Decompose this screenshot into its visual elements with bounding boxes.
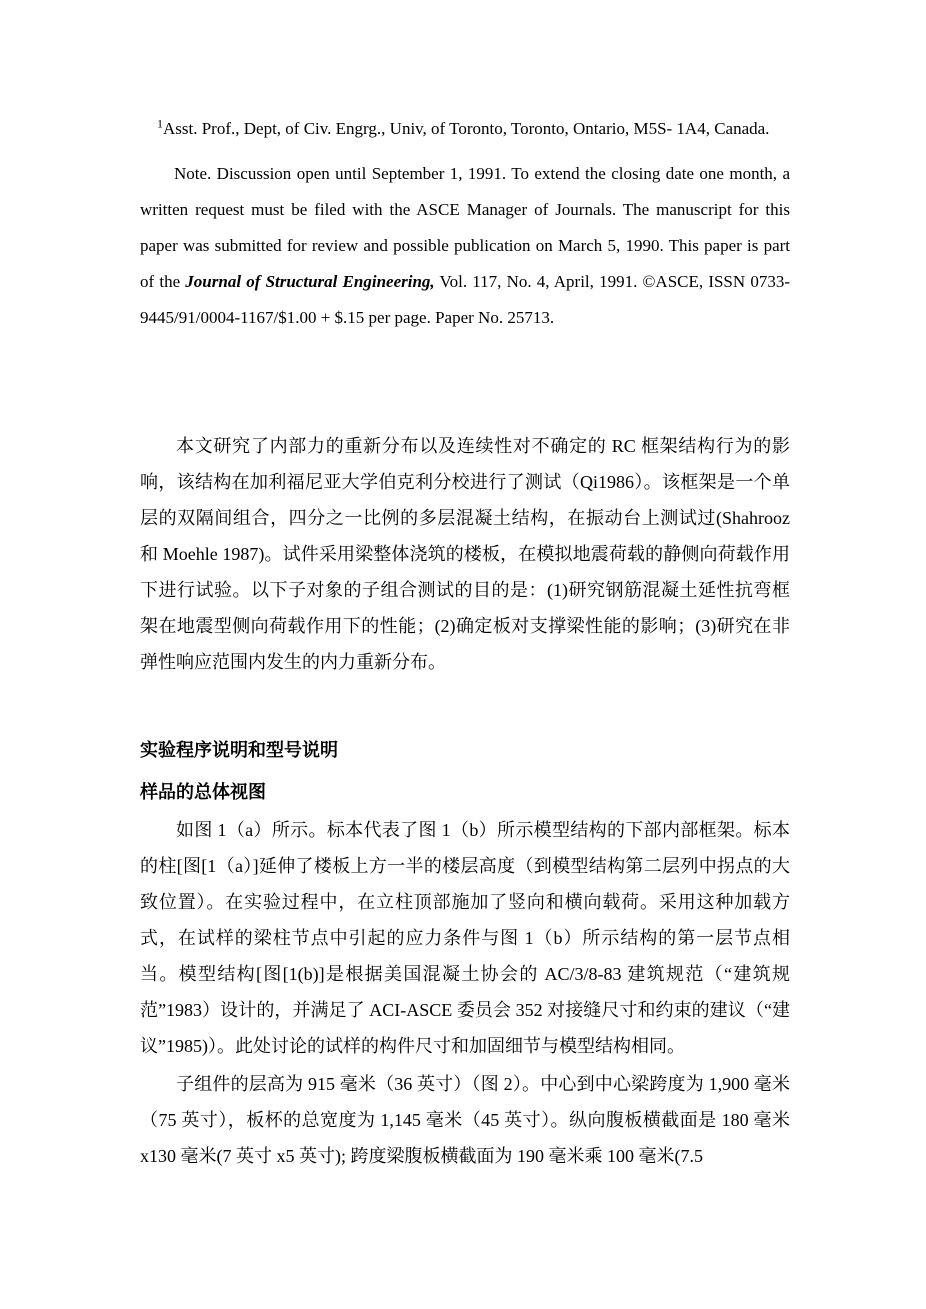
footnote-text: Asst. Prof., Dept, of Civ. Engrg., Univ, of Toronto, Toronto, Ontario, M5S- 1A4, Canada. bbox=[163, 119, 770, 138]
body-paragraph-2: 子组件的层高为 915 毫米（36 英寸）（图 2）。中心到中心梁跨度为 1,900 毫米（75 英寸），板杯的总宽度为 1,145 毫米（45 英寸）。纵向腹板横截面是 180 毫米 x130 毫米(7 英寸 x5 英寸); 跨度梁腹板横截面为 190 毫米乘 100 毫米(7.5 bbox=[140, 1074, 790, 1166]
note-text-after: Vol. 117, No. 4, April, 1991. ©ASCE, ISSN 0733-9445/91/0004-1167/$1.00 + $.15 per page. Paper No. 25713. bbox=[140, 272, 791, 327]
note-text-before: Note. Discussion open until September 1, 1991. To extend the closing date one month, a written request must be filed with the ASCE Manager of Journals. The manuscript for this paper was submitted for review and possible publication on March 5, 1990. This paper is part of the bbox=[140, 164, 790, 291]
body-paragraph-1: 如图 1（a）所示。标本代表了图 1（b）所示模型结构的下部内部框架。标本的柱[图[1（a）]延伸了楼板上方一半的楼层高度（到模型结构第二层列中拐点的大致位置）。在实验过程中，在立柱顶部施加了竖向和横向载荷。采用这种加载方式，在试样的梁柱节点中引起的应力条件与图 1（b）所示结构的第一层节点相当。模型结构[图[1(b)]是根据美国混凝土协会的 AC/3/8-83 建筑规范（“建筑规范”1983）设计的，并满足了 ACI-ASCE 委员会 352 对接缝尺寸和约束的建议（“建议”1985)）。此处讨论的试样的构件尺寸和加固细节与模型结构相同。 bbox=[140, 820, 790, 1056]
abstract-paragraph: 本文研究了内部力的重新分布以及连续性对不确定的 RC 框架结构行为的影响，该结构在加利福尼亚大学伯克利分校进行了测试（Qi1986）。该框架是一个单层的双隔间组合，四分之一比例的多层混凝土结构，在振动台上测试过(Shahrooz 和 Moehle 1987)。试件采用梁整体浇筑的楼板，在模拟地震荷载的静侧向荷载作用下进行试验。以下子对象的子组合测试的目的是：(1)研究钢筋混凝土延性抗弯框架在地震型侧向荷载作用下的性能；(2)确定板对支撑梁性能的影响；(3)研究在非弹性响应范围内发生的内力重新分布。 bbox=[140, 436, 790, 672]
section-heading-specimen-overview: 样品的总体视图 bbox=[140, 782, 266, 802]
footnote-marker: 1 bbox=[157, 116, 163, 131]
section-heading-experiment-procedure: 实验程序说明和型号说明 bbox=[140, 740, 338, 760]
journal-title: Journal of Structural Engineering, bbox=[185, 272, 435, 291]
journal-note-paragraph bbox=[140, 156, 790, 336]
author-footnote bbox=[140, 112, 790, 146]
